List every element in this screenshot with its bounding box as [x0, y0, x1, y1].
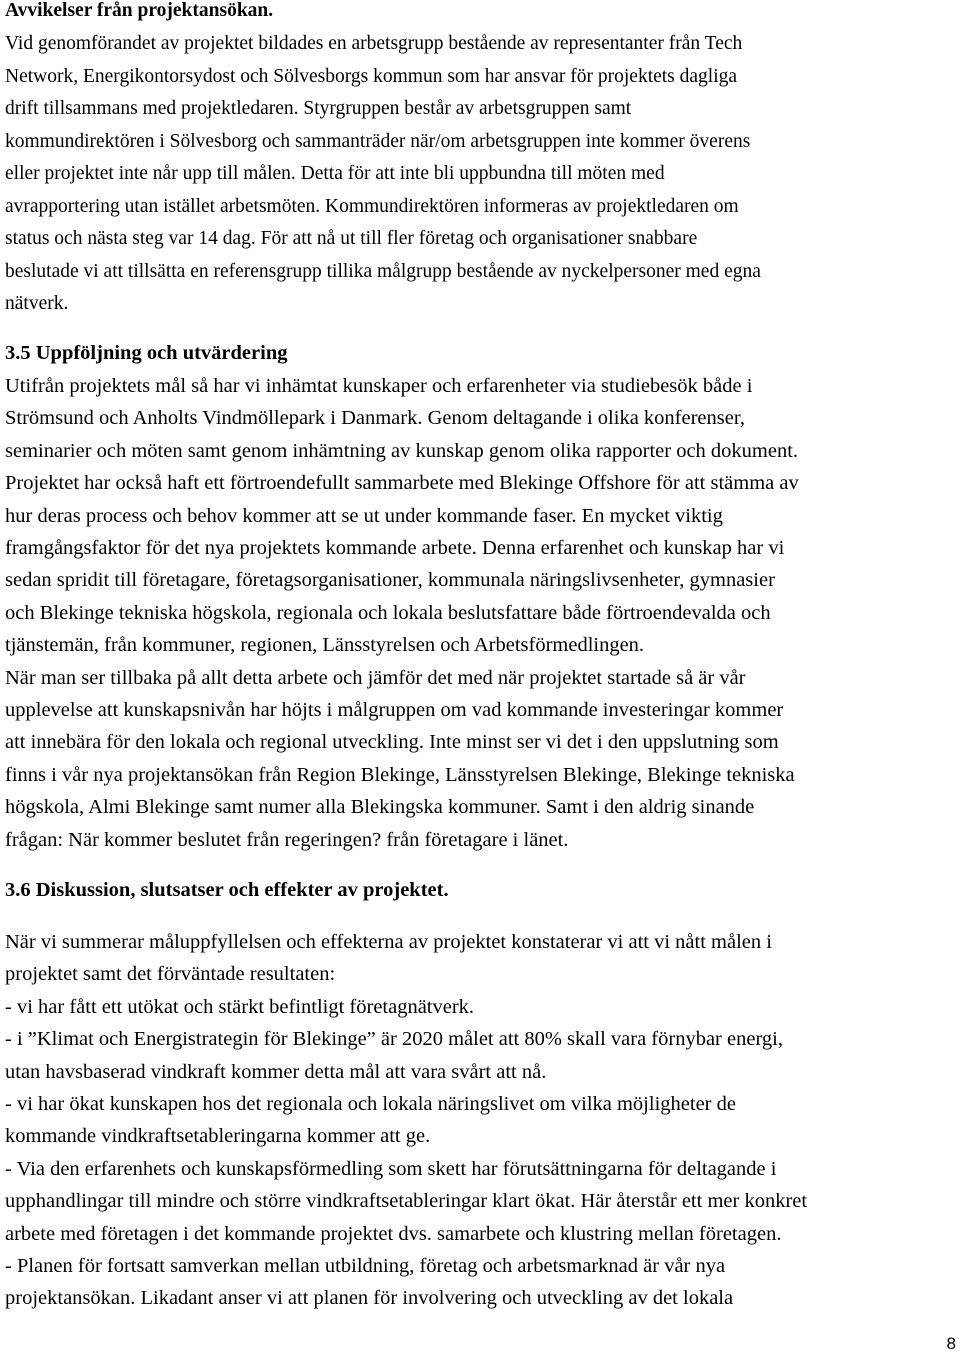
text-line: När man ser tillbaka på allt detta arbete och jämför det med när projektet startade så är vår — [5, 666, 746, 689]
text-line: upplevelse att kunskapsnivån har höjts i målgruppen om vad kommande investeringar kommer — [5, 699, 784, 722]
text-line: tjänstemän, från kommuner, regionen, Länsstyrelsen och Arbetsförmedlingen. — [5, 634, 645, 657]
text-line: Network, Energikontorsydost och Sölvesborgs kommun som har ansvar för projektets dagliga — [5, 65, 738, 87]
text-line: utan havsbaserad vindkraft kommer detta mål att vara svårt att nå. — [5, 1060, 547, 1083]
text-line: - vi har fått ett utökat och stärkt befintligt företagnätverk. — [5, 995, 475, 1018]
text-line: att innebära för den lokala och regional utveckling. Inte minst ser vi det i den uppslutning som — [5, 731, 779, 754]
text-line: Strömsund och Anholts Vindmöllepark i Danmark. Genom deltagande i olika konferenser, — [5, 407, 745, 430]
text-line: högskola, Almi Blekinge samt numer alla Blekingska kommuner. Samt i den aldrig sinande — [5, 796, 755, 819]
text-line: arbete med företagen i det kommande projektet dvs. samarbete och klustring mellan företagen. — [5, 1222, 782, 1245]
text-line: nätverk. — [5, 293, 69, 314]
text-line: kommande vindkraftsetableringarna kommer att ge. — [5, 1125, 431, 1148]
text-line: När vi summerar måluppfyllelsen och effekterna av projektet konstaterar vi att vi nått målen i — [5, 931, 772, 953]
paragraph-avvikelser — [5, 28, 761, 321]
text-line: - vi har ökat kunskapen hos det regionala och lokala näringslivet om vilka möjligheter de — [5, 1093, 736, 1116]
text-line: upphandlingar till mindre och större vindkraftsetableringar klart ökat. Här återstår ett mer konkret — [5, 1190, 808, 1213]
text-line: beslutade vi att tillsätta en referensgrupp tillika målgrupp bestående av nyckelpersoner med egna — [5, 260, 761, 282]
text-line: projektet samt det förväntade resultaten: — [5, 963, 336, 986]
text-line: - Via den erfarenhets och kunskapsförmedling som skett har förutsättningarna för deltagande i — [5, 1157, 777, 1180]
text-line: kommundirektören i Sölvesborg och sammanträder när/om arbetsgruppen inte kommer överens — [5, 130, 751, 152]
text-line: drift tillsammans med projektledaren. Styrgruppen består av arbetsgruppen samt — [5, 98, 632, 119]
text-line: projektansökan. Likadant anser vi att planen för involvering och utveckling av det lokala — [5, 1287, 734, 1310]
heading-3-5: 3.5 Uppföljning och utvärdering — [5, 342, 288, 364]
text-line: - i ”Klimat och Energistrategin för Blekinge” är 2020 målet att 80% skall vara förnybar energi, — [5, 1028, 783, 1051]
text-line: - Planen för fortsatt samverkan mellan utbildning, företag och arbetsmarknad är vår nya — [5, 1255, 726, 1278]
text-line: eller projektet inte når upp till målen. Detta för att inte bli uppbundna till möten med — [5, 163, 665, 184]
text-line: Projektet har också haft ett förtroendefullt sammarbete med Blekinge Offshore för att stämma av — [5, 472, 799, 495]
text-line: hur deras process och behov kommer att se ut under kommande faser. En mycket viktig — [5, 504, 723, 527]
text-line: status och nästa steg var 14 dag. För att nå ut till fler företag och organisationer snabbare — [5, 228, 698, 249]
heading-avvikelser: Avvikelser från projektansökan. — [5, 0, 274, 21]
text-line: Vid genomförandet av projektet bildades en arbetsgrupp bestående av representanter från Tech — [5, 33, 743, 54]
text-line: sedan spridit till företagare, företagsorganisationer, kommunala näringslivsenheter, gymnasier — [5, 569, 775, 592]
text-line: seminarier och möten samt genom inhämtning av kunskap genom olika rapporter och dokument. — [5, 439, 799, 462]
text-line: och Blekinge tekniska högskola, regionala och lokala beslutsfattare både förtroendevalda och — [5, 601, 771, 624]
paragraph-3-6 — [5, 926, 807, 1315]
text-line: Utifrån projektets mål så har vi inhämtat kunskaper och erfarenheter via studiebesök både i — [5, 375, 753, 397]
text-line: frågan: När kommer beslutet från regeringen? från företagare i länet. — [5, 828, 569, 851]
text-line: finns i vår nya projektansökan från Region Blekinge, Länsstyrelsen Blekinge, Blekinge tekniska — [5, 763, 795, 786]
paragraph-3-5 — [5, 370, 799, 856]
heading-3-6: 3.6 Diskussion, slutsatser och effekter av projektet. — [5, 879, 449, 901]
page-number: 8 — [946, 1334, 956, 1353]
text-line: avrapportering utan istället arbetsmöten. Kommundirektören informeras av projektledaren om — [5, 195, 739, 217]
text-line: framgångsfaktor för det nya projektets kommande arbete. Denna erfarenhet och kunskap har vi — [5, 537, 785, 560]
